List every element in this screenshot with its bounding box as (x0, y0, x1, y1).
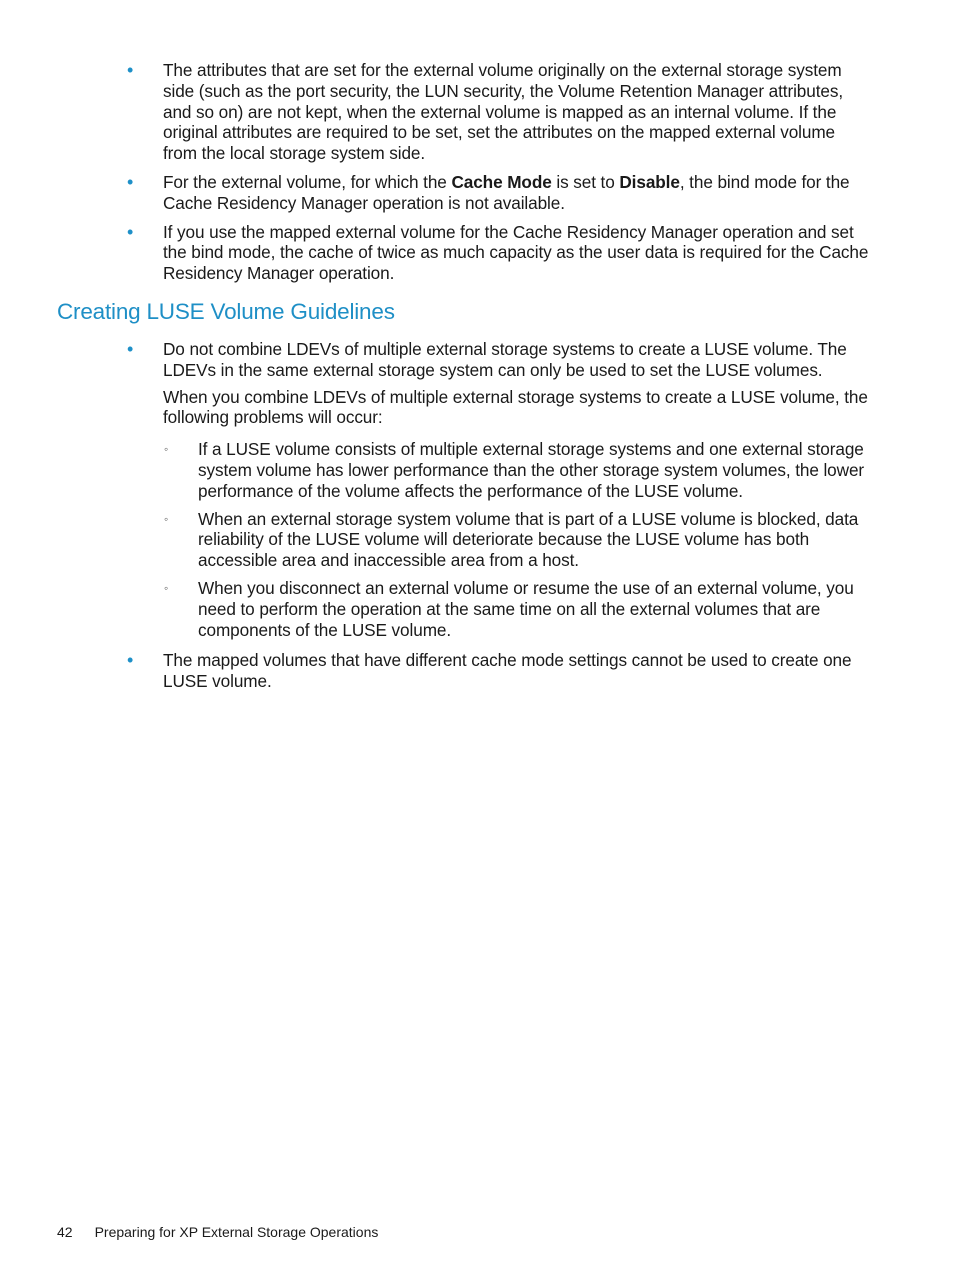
page-number: 42 (57, 1224, 73, 1240)
bullet-icon: • (127, 60, 134, 80)
sub-list (0, 439, 954, 640)
bullet-icon: • (127, 171, 134, 192)
text-run: is set to (551, 171, 620, 192)
bullet-text (163, 172, 869, 214)
list-item (0, 339, 954, 640)
list-item (0, 172, 954, 214)
intro-bullet-list (0, 60, 954, 284)
cache-mode-term: Cache Mode (451, 171, 552, 192)
section-bullet-list (0, 339, 954, 692)
list-item (0, 222, 954, 284)
followup-text: When you combine LDEVs of multiple external storage systems to create a LUSE volume, the following problems will occur: (163, 386, 868, 428)
sub-list-item (0, 509, 954, 571)
sub-list-item (0, 578, 954, 640)
list-item (0, 60, 954, 164)
bullet-icon: • (127, 650, 134, 671)
circle-bullet-icon: ◦ (164, 580, 169, 595)
bullet-text: If you use the mapped external volume for the Cache Residency Manager operation and set the bind mode, the cache of twice as much capacity as the user data is required for the Cache Residency Manager operation. (163, 221, 869, 284)
circle-bullet-icon: ◦ (164, 442, 169, 457)
list-item (0, 650, 954, 692)
circle-bullet-icon: ◦ (164, 511, 169, 526)
page-footer (57, 1222, 378, 1242)
bullet-text: The attributes that are set for the external volume originally on the external storage system side (such as the port security, the LUN security, the Volume Retention Manager attributes, and so on) are not kept, when the external volume is mapped as an internal volume. If the original attributes are required to be set, set the attributes on the mapped external volume from the local storage system side. (163, 60, 844, 164)
bullet-text: The mapped volumes that have different cache mode settings cannot be used to create one LUSE volume. (163, 650, 852, 692)
sub-list-item (0, 439, 954, 501)
bullet-text: Do not combine LDEVs of multiple external storage systems to create a LUSE volume. The LDEVs in the same external storage system can only be used to set the LUSE volumes. (163, 339, 847, 380)
bullet-icon: • (127, 221, 134, 242)
sub-item-text: If a LUSE volume consists of multiple external storage systems and one external storage system volume has lower performance than the other storage system volumes, the lower performance of the volume affects the performance of the LUSE volume. (198, 439, 865, 501)
sub-item-text: When an external storage system volume that is part of a LUSE volume is blocked, data reliability of the LUSE volume will deteriorate because the LUSE volume has both accessible area and inaccessible area from a host. (198, 508, 859, 571)
footer-title: Preparing for XP External Storage Operations (94, 1224, 379, 1240)
text-run: , the bind mode for the Cache Residency Manager operation is not available. (163, 171, 850, 213)
text-run: For the external volume, for which the (163, 171, 452, 192)
disable-term: Disable (619, 171, 680, 192)
bullet-icon: • (127, 339, 134, 359)
sub-item-text: When you disconnect an external volume or resume the use of an external volume, you need to perform the operation at the same time on all the external volumes that are components of the LUSE volume. (198, 577, 854, 640)
section-heading: Creating LUSE Volume Guidelines (57, 299, 395, 324)
